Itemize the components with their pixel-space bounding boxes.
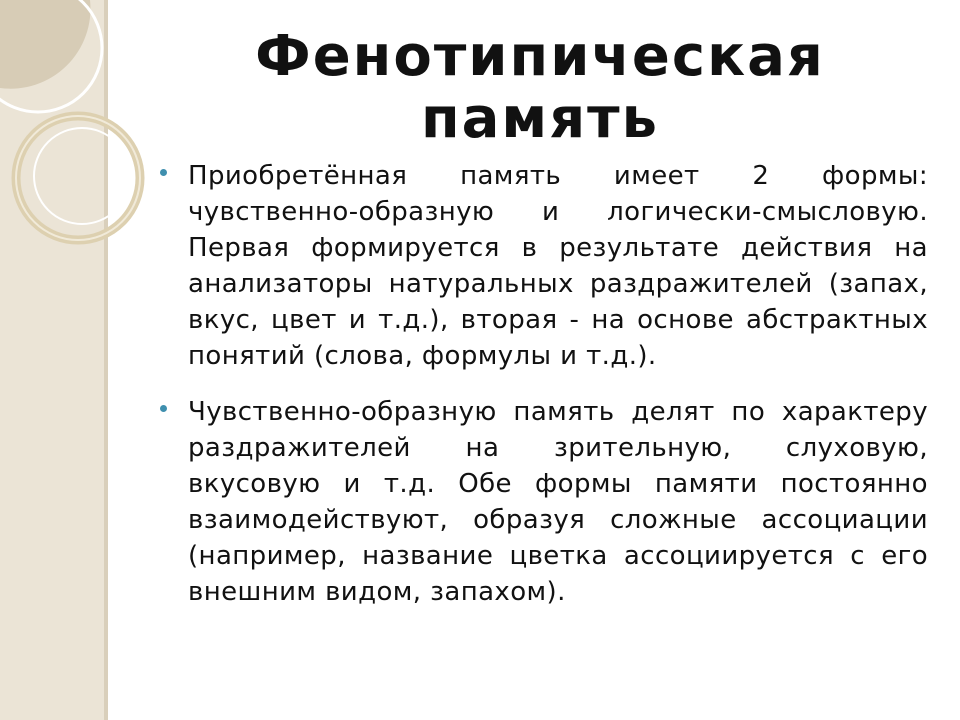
slide-title: Фенотипическая память	[255, 24, 825, 151]
list-item	[160, 394, 928, 610]
bullet-icon	[160, 169, 167, 176]
bullet-list	[160, 158, 928, 630]
decorative-ring-inner	[34, 128, 130, 224]
decorative-circles	[0, 0, 160, 300]
top-corner-shape	[0, 0, 90, 89]
list-item	[160, 158, 928, 374]
bullet-text: Чувственно-образную память делят по характеру раздражителей на зрительную, слуховую, вкусовую и т.д. Обе формы памяти постоянно взаимодействуют, образуя сложные ассоциации (например, название цветка ассоциируется с его внешним видом, запахом).	[188, 397, 928, 607]
bullet-icon	[160, 405, 167, 412]
bullet-text: Приобретённая память имеет 2 формы: чувственно-образную и логически-смысловую. Первая формируется в результате действия на анализаторы натуральных раздражителей (запах, вкус, цвет и т.д.), вторая - на основе абстрактных понятий (слова, формулы и т.д.).	[188, 161, 928, 371]
